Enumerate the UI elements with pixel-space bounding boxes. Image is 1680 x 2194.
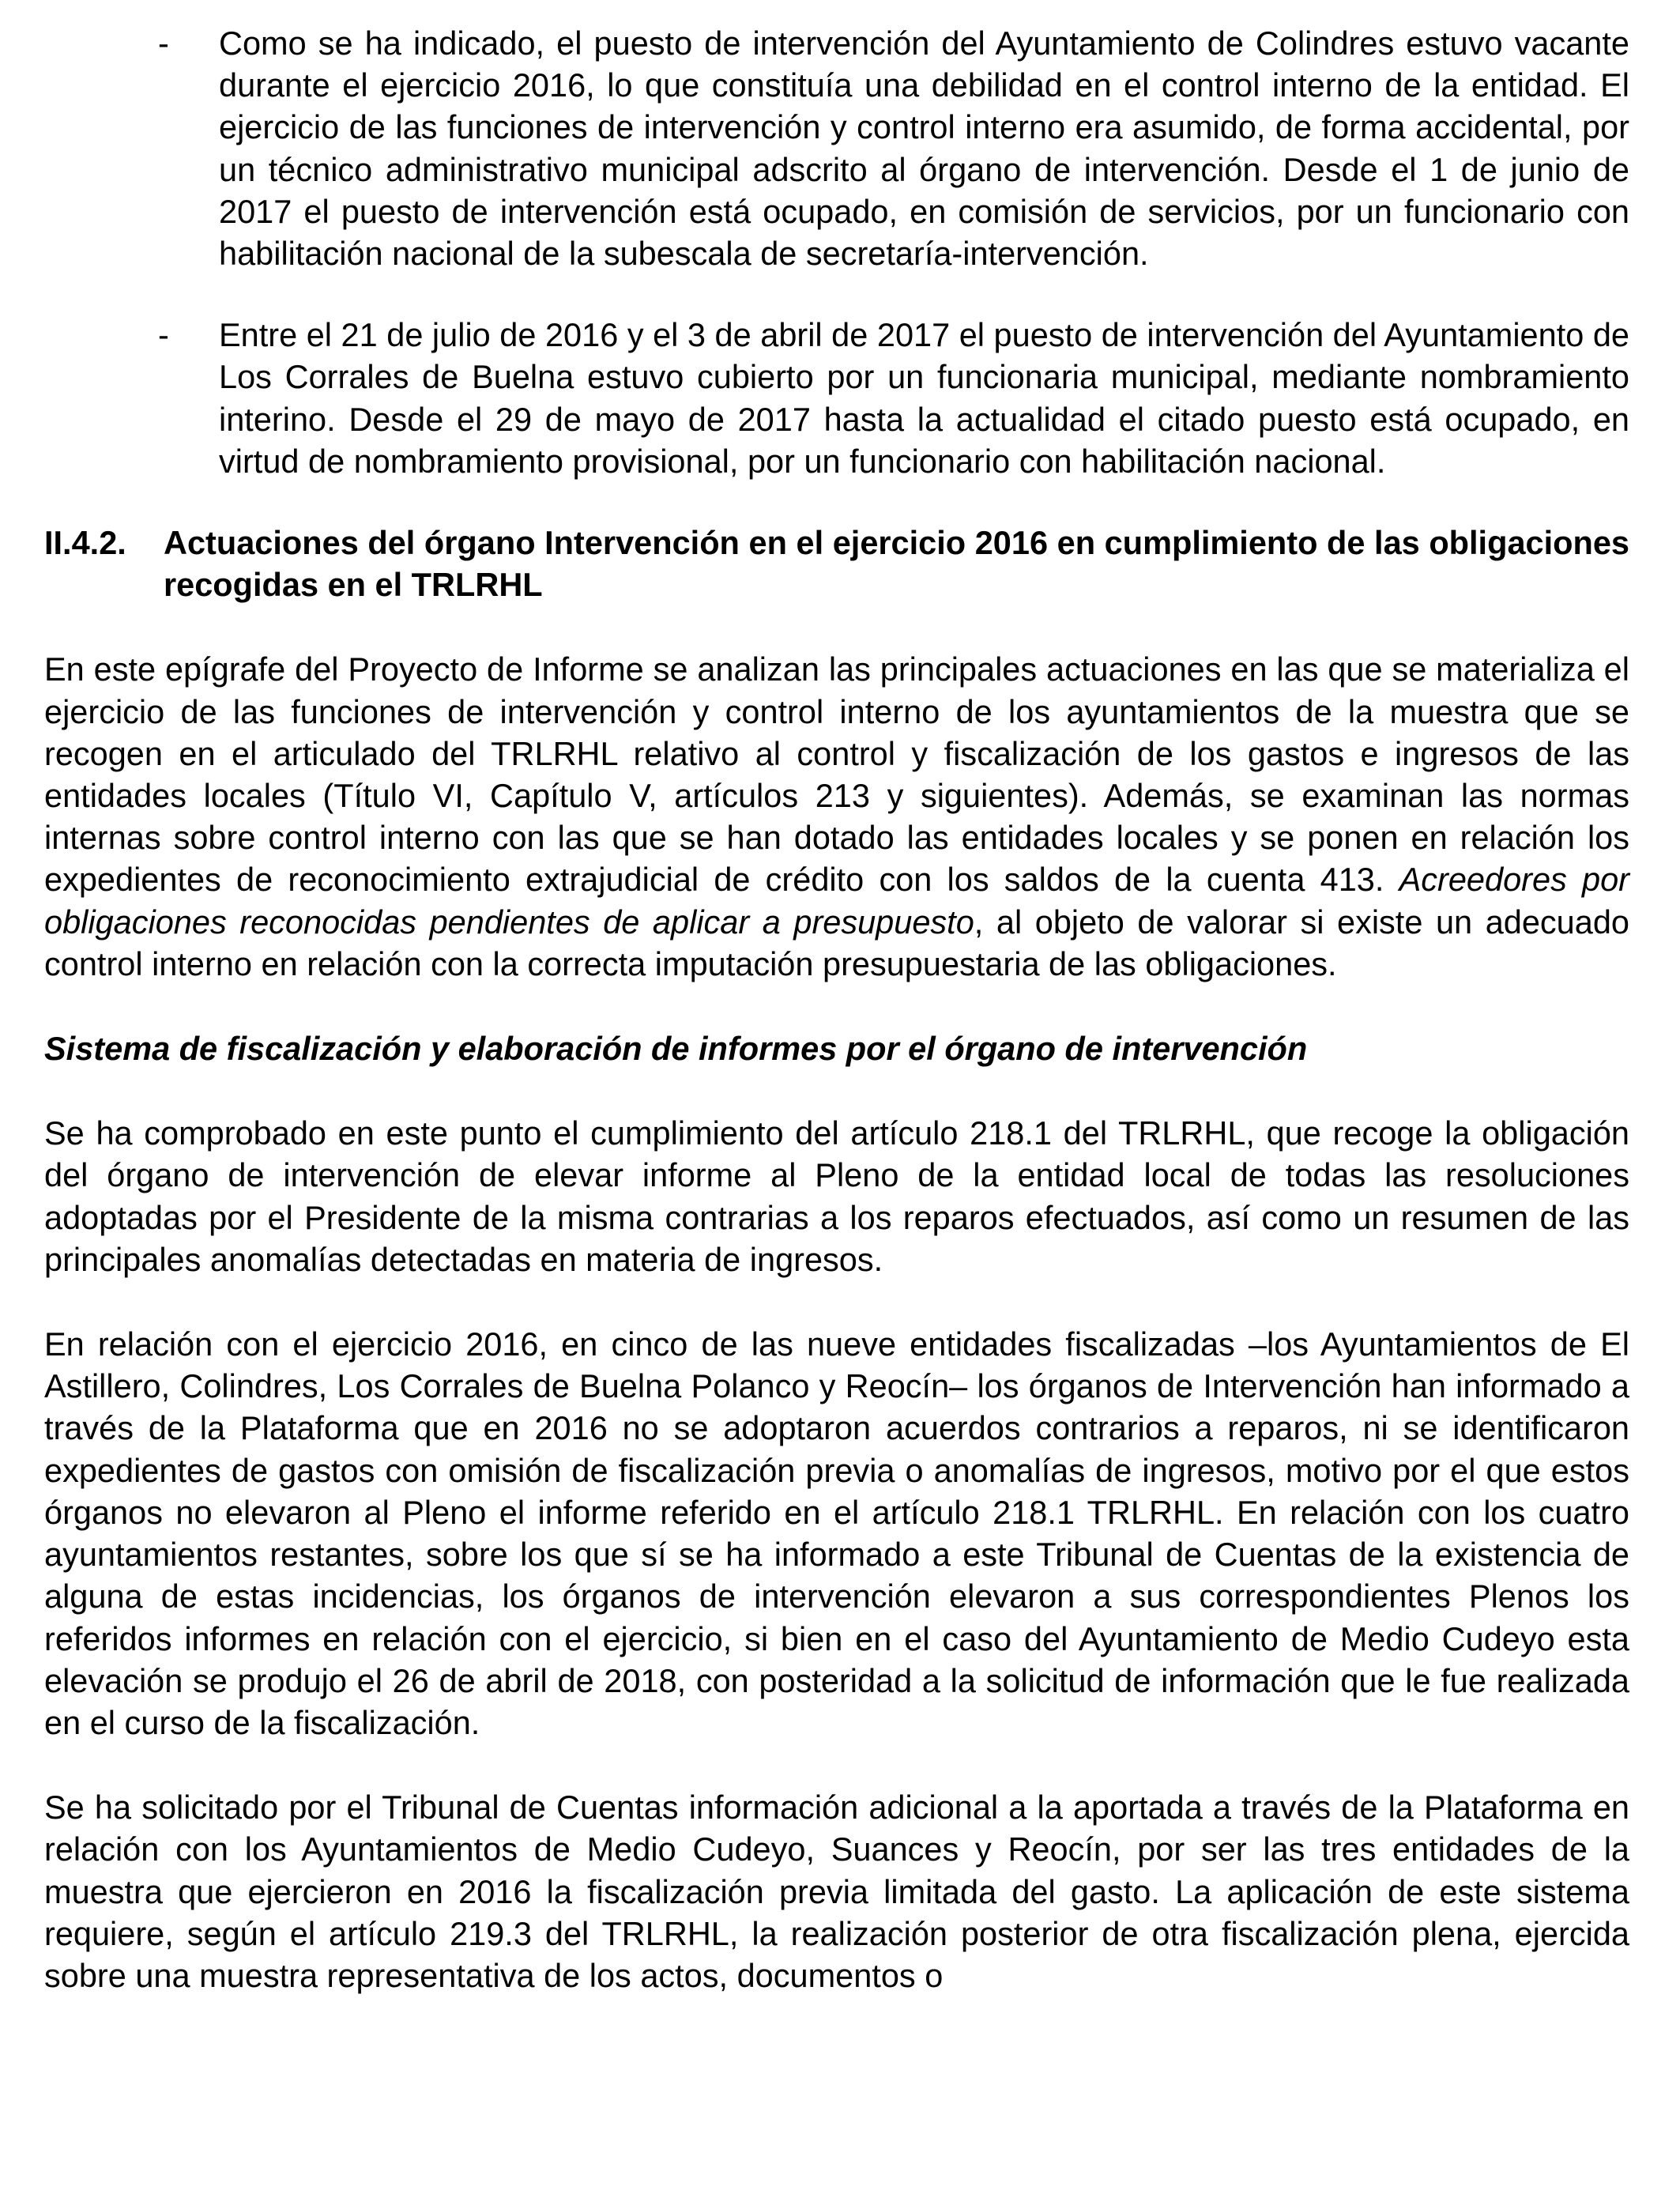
paragraph-text: , al objeto de valorar si existe un adecuado control interno en relación con la correcta imputación presupuestaria de las obligaciones. (44, 903, 1629, 982)
bullet-marker: - (158, 316, 169, 354)
section-number: II.4.2. (44, 524, 126, 562)
bullet-marker: - (158, 25, 169, 62)
bullet-item (44, 22, 1629, 274)
bullet-text: Entre el 21 de julio de 2016 y el 3 de abril de 2017 el puesto de intervención del Ayuntamiento de Los Corrales de Buelna estuvo cubierto por un funcionaria municipal, mediante nombramiento interino. Desde el 29 de mayo de 2017 hasta la actualidad el citado puesto está ocupado, en virtud de nombramiento provisional, por un funcionario con habilitación nacional. (219, 316, 1630, 480)
section-heading (44, 522, 1629, 605)
body-paragraph: En relación con el ejercicio 2016, en cinco de las nueve entidades fiscalizadas –los Ayuntamientos de El Astillero, Colindres, Los Corrales de Buelna Polanco y Reocín– los órganos de Intervención han informado a través de la Plataforma que en 2016 no se adoptaron acuerdos contrarios a reparos, ni se identificaron expedientes de gastos con omisión de fiscalización previa o anomalías de ingresos, motivo por el que estos órganos no elevaron al Pleno el informe referido en el artículo 218.1 TRLRHL. En relación con los cuatro ayuntamientos restantes, sobre los que sí se ha informado a este Tribunal de Cuentas de la existencia de alguna de estas incidencias, los órganos de intervención elevaron a sus correspondientes Plenos los referidos informes en relación con el ejercicio, si bien en el caso del Ayuntamiento de Medio Cudeyo esta elevación se produjo el 26 de abril de 2018, con posteridad a la solicitud de información que le fue realizada en el curso de la fiscalización. (44, 1325, 1629, 1741)
subsection-heading: Sistema de fiscalización y elaboración de informes por el órgano de intervención (44, 1030, 1308, 1068)
body-paragraph: Se ha solicitado por el Tribunal de Cuentas información adicional a la aportada a través de la Plataforma en relación con los Ayuntamientos de Medio Cudeyo, Suances y Reocín, por ser las tres entidades de la muestra que ejercieron en 2016 la fiscalización previa limitada del gasto. La aplicación de este sistema requiere, según el artículo 219.3 del TRLRHL, la realización posterior de otra fiscalización plena, ejercida sobre una muestra representativa de los actos, documentos o (44, 1789, 1629, 1994)
section-title: Actuaciones del órgano Intervención en el ejercicio 2016 en cumplimiento de las obligaciones recogidas en el TRLRHL (164, 524, 1629, 604)
paragraph-text: En este epígrafe del Proyecto de Informe se analizan las principales actuaciones en las que se materializa el ejercicio de las funciones de intervención y control interno de los ayuntamientos de la muestra que se recogen en el articulado del TRLRHL relativo al control y fiscalización de los gastos e ingresos de las entidades locales (Título VI, Capítulo V, artículos 213 y siguientes). Además, se examinan las normas internas sobre control interno con las que se han dotado las entidades locales y se ponen en relación los expedientes de reconocimiento extrajudicial de crédito con los saldos de la cuenta 413. (44, 650, 1629, 899)
bullet-item (44, 314, 1629, 482)
body-paragraph: Se ha comprobado en este punto el cumplimiento del artículo 218.1 del TRLRHL, que recoge la obligación del órgano de intervención de elevar informe al Pleno de la entidad local de todas las resoluciones adoptadas por el Presidente de la misma contrarias a los reparos efectuados, así como un resumen de las principales anomalías detectadas en materia de ingresos. (44, 1114, 1629, 1278)
account-name-italic: Acreedores por obligaciones reconocidas pendientes de aplicar a presupuesto (44, 861, 1629, 941)
document-page (44, 22, 1629, 1996)
bullet-text: Como se ha indicado, el puesto de intervención del Ayuntamiento de Colindres estuvo vacante durante el ejercicio 2016, lo que constituía una debilidad en el control interno de la entidad. El ejercicio de las funciones de intervención y control interno era asumido, de forma accidental, por un técnico administrativo municipal adscrito al órgano de intervención. Desde el 1 de junio de 2017 el puesto de intervención está ocupado, en comisión de servicios, por un funcionario con habilitación nacional de la subescala de secretaría-intervención. (219, 25, 1629, 273)
body-paragraph (44, 648, 1629, 985)
